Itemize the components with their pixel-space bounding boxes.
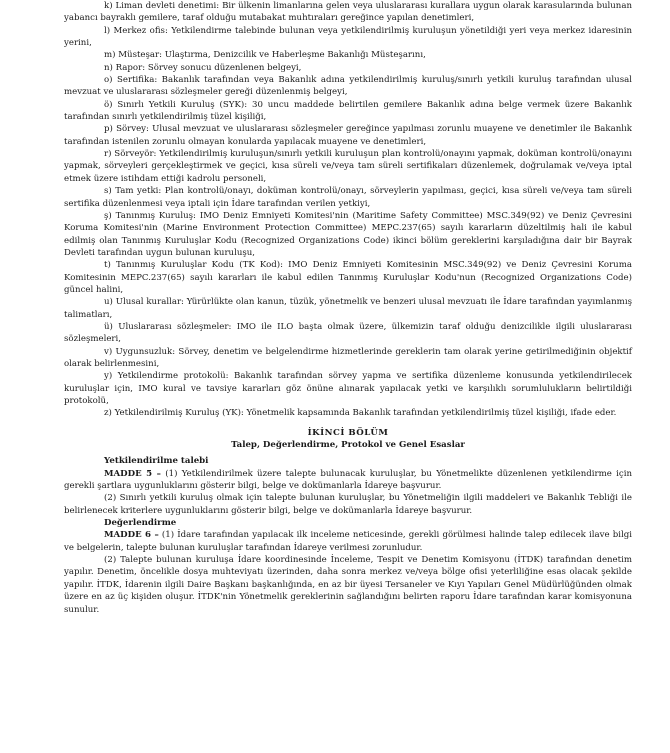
definition-s: s) Tam yetki: Plan kontrolü/onayı, doküman kontrolü/onayı, sörveylerin yapılması, geçici, kısa süreli ve/veya tam süreli sertifika düzenlenmesi veya iptali için İdare tarafından verilen yetkiyi, — [64, 186, 632, 209]
madde-5-paragraph-2: (2) Sınırlı yetkili kuruluş olmak için talepte bulunan kuruluşlar, bu Yönetmeliğin ilgili maddeleri ve Bakanlık Tebliği ile belirlenecek kriterlere uygunluklarını gösterir bilgi, belge ve dokümanlarla İdareye başvurur. — [64, 493, 632, 516]
definition-p: p) Sörvey: Ulusal mevzuat ve uluslararası sözleşmeler gereğince yapılması zorunlu muayene ve denetimler ile Bakanlık tarafından istenilen zorunlu olmayan konularda yapılacak muayene ve denetimleri, — [64, 124, 632, 147]
madde-6-label: MADDE 6 – — [104, 530, 159, 541]
madde-5-text-1: (1) Yetkilendirilmek üzere talepte bulunacak kuruluşlar, bu Yönetmelikte düzenlenen yetkilendirme için gerekli şartlara uygunluklarını gösterir bilgi, belge ve dokümanlarla İdareye başvurur. — [64, 468, 632, 492]
definition-k: k) Liman devleti denetimi: Bir ülkenin limanlarına gelen veya uluslararası kurallara uygun olarak karasularında bulunan yabancı bayraklı gemilere, taraf olduğu mutabakat muhtıraları gereğince yapılan denetimleri, — [64, 1, 632, 24]
chapter-number: İKİNCİ BÖLÜM — [307, 427, 389, 438]
document-page — [64, 0, 632, 616]
section-heading-yetkilendirilme: Yetkilendirilme talebi — [104, 456, 209, 467]
madde-6-text-1: (1) İdare tarafından yapılacak ilk inceleme neticesinde, gerekli görülmesi halinde talep edilecek ilave bilgi ve belgelerin, talepte bulunan kuruluşlar tarafından İdareye verilmesi zorunludur. — [64, 530, 632, 553]
chapter-heading — [64, 427, 632, 452]
definition-t: t) Tanınmış Kuruluşlar Kodu (TK Kod): IMO Deniz Emniyeti Komitesinin MSC.349(92) ve Deniz Çevresini Koruma Komitesinin MEPC.237(65) sayılı kararları ile kabul edilen Tanınmış Kuruluşlar Kodu'nun (Recognized Organizations Code) güncel halini, — [64, 260, 632, 295]
definitions-list — [64, 0, 632, 420]
madde-6-paragraph-2: (2) Talepte bulunan kuruluşa İdare koordinesinde İnceleme, Tespit ve Denetim Komisyonu (İTDK) tarafından denetim yapılır. Denetim, öncelikle dosya muhteviyatı üzerinden, daha sonra merkez ve/veya bölge ofisi yeterliliğine esas olacak şekilde yapılır. İTDK, İdarenin ilgili Daire Başkanı başkanlığında, en az bir üyesi Tersaneler ve Kıyı Yapıları Genel Müdürlüğünden olmak üzere en az üç kişiden oluşur. İTDK'nin Yönetmelik gereklerinin sağlandığını belirten raporu İdare tarafından karar komisyonuna sunulur. — [64, 555, 632, 615]
definition-u-umlaut: ü) Uluslararası sözleşmeler: IMO ile ILO başta olmak üzere, ülkemizin taraf olduğu denizcilikle ilgili uluslararası sözleşmeleri, — [64, 321, 632, 345]
definition-y: y) Yetkilendirme protokolü: Bakanlık tarafından sörvey yapma ve sertifika düzenleme konusunda yetkilendirilecek kuruluşlar için, IMO kural ve tavsiye kararları göz önüne alınarak yapılacak yetki ve karşılıklı sorumlulukların belirtildiği protokolü, — [64, 371, 632, 406]
definition-o-umlaut: ö) Sınırlı Yetkili Kuruluş (SYK): 30 uncu maddede belirtilen gemilere Bakanlık adına belge vermek üzere Bakanlık tarafından sınırlı yetkilendirilmiş tüzel kişiliği, — [64, 99, 632, 123]
madde-5-paragraph-1 — [64, 468, 632, 493]
definition-v: v) Uygunsuzluk: Sörvey, denetim ve belgelendirme hizmetlerinde gereklerin tam olarak yerine getirilmediğinin objektif olarak belirlenmesini, — [64, 346, 632, 369]
definition-n: n) Rapor: Sörvey sonucu düzenlenen belgeyi, — [104, 62, 302, 73]
definition-s-cedilla: ş) Tanınmış Kuruluş: IMO Deniz Emniyeti Komitesi'nin (Maritime Safety Committee) MSC.349(92) ve Deniz Çevresini Koruma Komitesi'nin (Marine Environment Protection Committee) MEPC.237(65) sayılı kararların düzeltilmiş hali ile kabul edilmiş olan Tanınmış Kuruluşlar Kodu (Recognized Organizations Code) ikinci bölüm gereklerini karşıladığına dair bir Bayrak Devleti tarafından uygun bulunan kuruluşu, — [64, 210, 632, 258]
section-heading-degerlendirme: Değerlendirme — [104, 518, 177, 529]
madde-6-paragraph-1 — [64, 529, 632, 554]
definition-u: u) Ulusal kurallar: Yürürlükte olan kanun, tüzük, yönetmelik ve benzeri ulusal mevzuatı ile İdare tarafından yayımlanmış talimatları, — [64, 297, 632, 320]
definition-o: o) Sertifika: Bakanlık tarafından veya Bakanlık adına yetkilendirilmiş kuruluş/sınırlı yetkili kuruluş tarafından ulusal mevzuat ve uluslararası sözleşmeler gereği düzenlenmiş belgeyi, — [64, 75, 632, 98]
madde-5-label: MADDE 5 – — [104, 468, 161, 479]
definition-r: r) Sörveyör: Yetkilendirilmiş kuruluşun/sınırlı yetkili kuruluşun plan kontrolü/onayını yapmak, doküman kontrolü/onayını yapmak, sörveyleri gerçekleştirmek ve geçici, kısa süreli ve/veya tam süreli sertifikaları düzenlemek, doğrulamak ve/veya iptal etmek üzere istihdam ettiği kadrolu personeli, — [64, 149, 632, 184]
definition-m: m) Müsteşar: Ulaştırma, Denizcilik ve Haberleşme Bakanlığı Müsteşarını, — [104, 50, 426, 61]
chapter-title: Talep, Değerlendirme, Protokol ve Genel Esaslar — [231, 440, 465, 451]
definition-z: z) Yetkilendirilmiş Kuruluş (YK): Yönetmelik kapsamında Bakanlık tarafından yetkilendirilmiş tüzel kişiliği, ifade eder. — [104, 408, 617, 419]
definition-l: l) Merkez ofis: Yetkilendirme talebinde bulunan veya yetkilendirilmiş kuruluşun yönetildiği yeri veya merkez idaresinin yerini, — [64, 25, 632, 49]
